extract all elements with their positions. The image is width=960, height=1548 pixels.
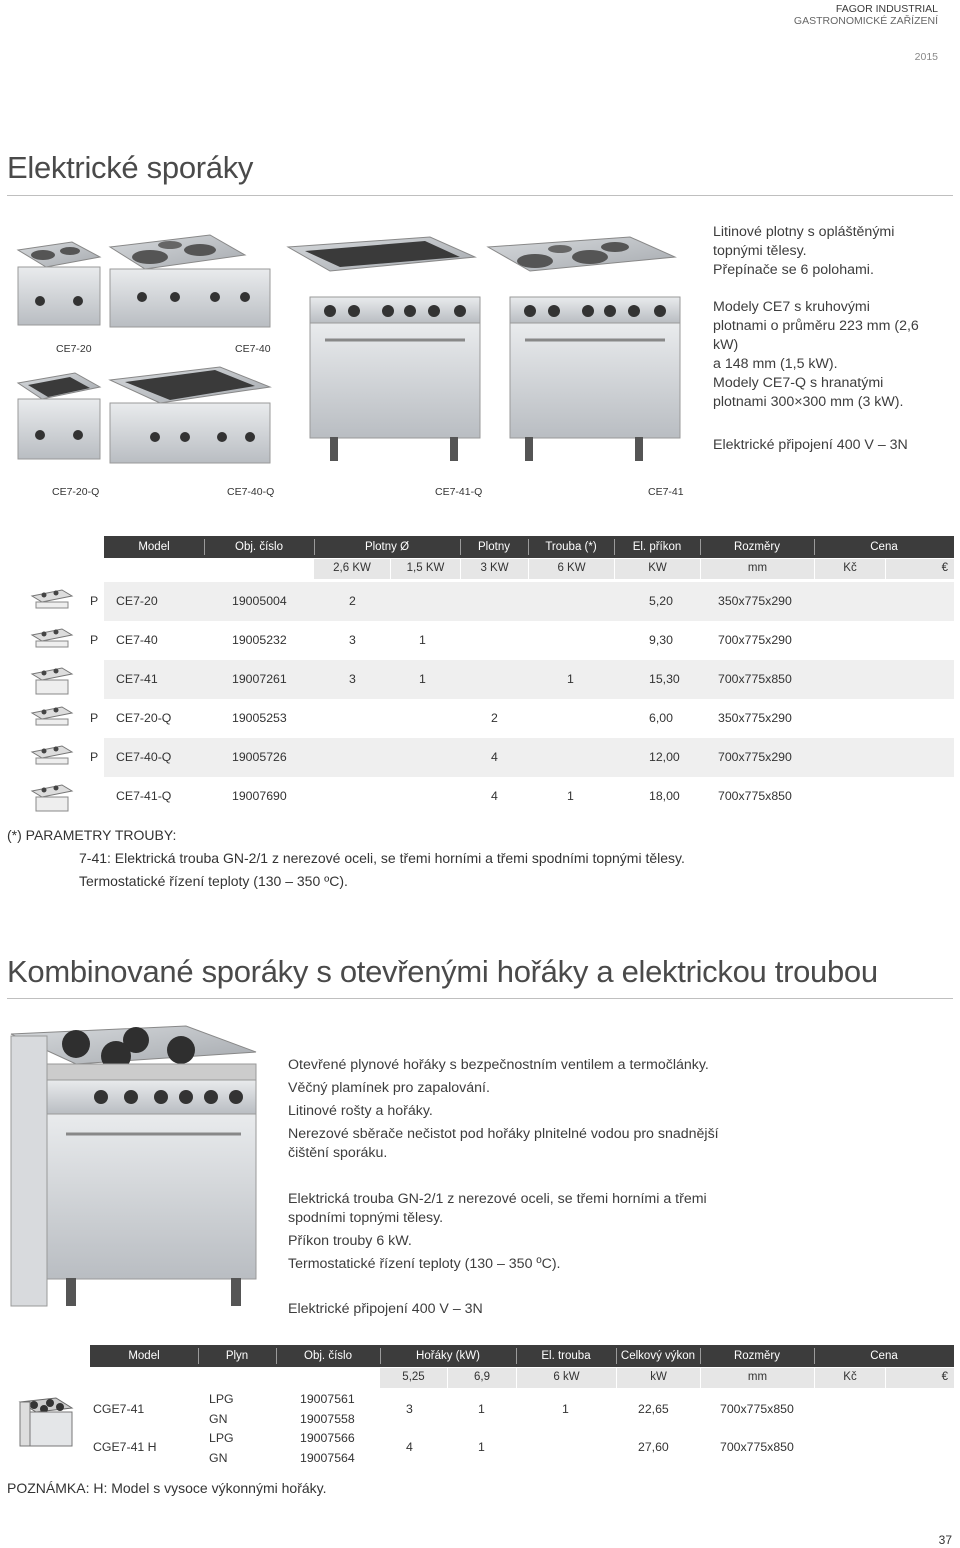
label-ce7-41: CE7-41 — [648, 486, 684, 498]
cell-burner-525: 3 — [406, 1402, 413, 1416]
th-plates: Plotny — [478, 541, 510, 553]
ce7-40-picture — [110, 235, 270, 327]
table-row — [90, 1390, 954, 1430]
label-ce7-41-q: CE7-41-Q — [435, 486, 483, 498]
label-ce7-20: CE7-20 — [56, 343, 92, 355]
brand-name: FAGOR INDUSTRIAL — [835, 3, 938, 15]
cell-plate-3: 4 — [491, 789, 498, 803]
cell-power: 18,00 — [649, 789, 680, 803]
cell-gas: GN — [209, 1451, 228, 1465]
cell-gas: LPG — [209, 1431, 234, 1445]
cell-code: 19005253 — [232, 711, 287, 725]
th-price: Cena — [870, 1350, 898, 1362]
combined-description-1 — [288, 1056, 768, 1163]
cell-model: CE7-41 — [116, 672, 158, 686]
sub-kw: kW — [650, 1371, 667, 1383]
oven-params-line2: Termostatické řízení teploty (130 – 350 ºC). — [79, 873, 348, 889]
sub-eur: € — [941, 562, 948, 574]
desc-line: Nerezové sběrače nečistot pod hořáky plnitelné vodou pro snadnější — [288, 1126, 719, 1142]
cell-dimensions: 700x775x850 — [720, 1440, 794, 1454]
cell-code: 19007558 — [300, 1412, 355, 1426]
page-number: 37 — [938, 1533, 952, 1547]
desc-line: Elektrická trouba GN-2/1 z nerezové oceli, se třemi horními a třemi — [288, 1191, 707, 1207]
ce7-20-q-picture — [18, 373, 100, 459]
product-thumbnail — [28, 664, 76, 696]
cell-oven: 1 — [562, 1402, 569, 1416]
cell-gas: LPG — [209, 1392, 234, 1406]
th-price: Cena — [870, 541, 898, 553]
brand-subtitle: GASTRONOMICKÉ ZAŘÍZENÍ — [793, 15, 938, 27]
desc-line: spodními topnými tělesy. — [288, 1210, 444, 1226]
table-row — [104, 699, 954, 738]
electric-cookers-image — [10, 205, 690, 480]
label-ce7-20-q: CE7-20-Q — [52, 486, 100, 498]
sub-czk: Kč — [843, 1371, 857, 1383]
sub-mm: mm — [747, 1371, 768, 1383]
desc-line: Termostatické řízení teploty (130 – 350 ºC). — [288, 1256, 561, 1272]
label-ce7-40-q: CE7-40-Q — [227, 486, 275, 498]
cell-burner-69: 1 — [478, 1440, 485, 1454]
sub-15kw: 1,5 KW — [406, 562, 445, 574]
desc-line: kW) — [713, 337, 739, 353]
th-dimensions: Rozměry — [733, 541, 780, 553]
desc-line: Litinové rošty a hořáky. — [288, 1103, 433, 1119]
cge7-41-thumbnail — [16, 1396, 76, 1450]
oven-params-heading: (*) PARAMETRY TROUBY: — [7, 827, 177, 843]
ce7-41-picture — [488, 237, 680, 461]
section-rule — [7, 195, 953, 196]
th-model: Model — [138, 541, 170, 553]
desc-line: a 148 mm (1,5 kW). — [713, 356, 838, 372]
cell-gas: GN — [209, 1412, 228, 1426]
table-row — [104, 738, 954, 777]
desc-line: Příkon trouby 6 kW. — [288, 1233, 412, 1249]
desc-line: Věčný plamínek pro zapalování. — [288, 1080, 490, 1096]
cell-code: 19007261 — [232, 672, 287, 686]
desc-line: Otevřené plynové hořáky s bezpečnostním ventilem a termočlánky. — [288, 1057, 709, 1073]
ce7-40-q-picture — [110, 367, 270, 463]
table-row — [104, 777, 954, 816]
sub-mm: mm — [747, 562, 768, 574]
cell-burner-69: 1 — [478, 1402, 485, 1416]
combined-description-2 — [288, 1190, 768, 1274]
cell-dimensions: 700x775x290 — [718, 633, 792, 647]
cell-model: CE7-20-Q — [116, 711, 172, 725]
product-thumbnail — [28, 703, 76, 735]
cell-dimensions: 700x775x850 — [720, 1402, 794, 1416]
product-thumbnail — [28, 781, 76, 813]
desc-line: Elektrické připojení 400 V – 3N — [713, 437, 908, 453]
cell-dimensions: 700x775x290 — [718, 750, 792, 764]
table-row — [104, 660, 954, 699]
cell-power: 12,00 — [649, 750, 680, 764]
cell-model: CE7-20 — [116, 594, 158, 608]
sub-czk: Kč — [843, 562, 857, 574]
ce7-41-q-picture — [288, 237, 480, 461]
cell-dimensions: 350x775x290 — [718, 594, 792, 608]
desc-line: Modely CE7 s kruhovými — [713, 299, 870, 315]
year-label: 2015 — [914, 51, 938, 63]
oven-params-line1: 7-41: Elektrická trouba GN-2/1 z nerezové oceli, se třemi horními a třemi spodními topnými tělesy. — [79, 850, 685, 866]
cell-model: CGE7-41 — [93, 1402, 145, 1416]
th-power: El. příkon — [632, 541, 682, 553]
cell-oven: 1 — [567, 789, 574, 803]
combined-connection: Elektrické připojení 400 V – 3N — [288, 1301, 483, 1317]
section-rule — [7, 998, 953, 999]
cell-dimensions: 700x775x850 — [718, 672, 792, 686]
cell-plate-3: 2 — [491, 711, 498, 725]
sub-3kw: 3 KW — [480, 562, 509, 574]
cell-code: 19007564 — [300, 1451, 355, 1465]
section-title-electric: Elektrické sporáky — [7, 150, 254, 185]
table-row — [90, 1430, 954, 1470]
row-tag: P — [90, 633, 99, 647]
row-tag: P — [90, 594, 99, 608]
table2-header — [90, 1345, 954, 1367]
cell-power: 9,30 — [649, 633, 673, 647]
cell-code: 19005004 — [232, 594, 287, 608]
th-el-oven: El. trouba — [541, 1350, 591, 1362]
cell-oven: 1 — [567, 672, 574, 686]
table1-subheader — [104, 559, 954, 579]
cell-power: 15,30 — [649, 672, 680, 686]
sub-eur: € — [941, 1371, 948, 1383]
table2-subheader — [90, 1368, 954, 1388]
sub-69: 6,9 — [474, 1371, 490, 1383]
label-ce7-40: CE7-40 — [235, 343, 271, 355]
cell-model: CE7-40 — [116, 633, 158, 647]
cell-code: 19007566 — [300, 1431, 355, 1445]
sub-6kw: 6 kW — [553, 1371, 580, 1383]
desc-line: topnými tělesy. — [713, 243, 807, 259]
cell-model: CE7-41-Q — [116, 789, 172, 803]
cell-plate-26: 3 — [349, 633, 356, 647]
th-code: Obj. číslo — [235, 541, 283, 553]
table1-header — [104, 536, 954, 558]
cell-plate-15: 1 — [419, 633, 426, 647]
desc-line: Modely CE7-Q s hranatými — [713, 375, 884, 391]
th-model: Model — [128, 1350, 160, 1362]
section-title-combined: Kombinované sporáky s otevřenými hořáky a elektrickou troubou — [7, 954, 878, 989]
desc-line: Přepínače se 6 polohami. — [713, 262, 874, 278]
cell-code: 19007690 — [232, 789, 287, 803]
cell-code: 19005726 — [232, 750, 287, 764]
desc-line: plotnami o průměru 223 mm (2,6 — [713, 318, 919, 334]
th-oven: Trouba (*) — [545, 541, 597, 553]
sub-525: 5,25 — [402, 1371, 425, 1383]
desc-line: Litinové plotny s opláštěnými — [713, 224, 895, 240]
model-note: POZNÁMKA: H: Model s vysoce výkonnými hořáky. — [7, 1480, 327, 1496]
cell-code: 19005232 — [232, 633, 287, 647]
th-plates-diameter: Plotny Ø — [364, 541, 410, 553]
th-total-power: Celkový výkon — [620, 1350, 696, 1362]
electric-description — [713, 223, 953, 455]
th-burners: Hořáky (kW) — [416, 1350, 480, 1362]
cell-dimensions: 700x775x850 — [718, 789, 792, 803]
sub-26kw: 2,6 KW — [333, 562, 371, 574]
desc-line: čištění sporáku. — [288, 1145, 388, 1161]
ce7-20-picture — [18, 242, 100, 325]
cell-total: 22,65 — [638, 1402, 669, 1416]
sub-kw: KW — [648, 562, 667, 574]
th-dimensions: Rozměry — [733, 1350, 780, 1362]
cell-power: 6,00 — [649, 711, 673, 725]
desc-line: plotnami 300×300 mm (3 kW). — [713, 394, 904, 410]
cell-plate-3: 4 — [491, 750, 498, 764]
cell-plate-26: 2 — [349, 594, 356, 608]
cell-dimensions: 350x775x290 — [718, 711, 792, 725]
cell-code: 19007561 — [300, 1392, 355, 1406]
th-gas: Plyn — [225, 1350, 249, 1362]
cell-plate-15: 1 — [419, 672, 426, 686]
cell-power: 5,20 — [649, 594, 673, 608]
combined-cooker-image — [6, 1022, 266, 1312]
table-row — [104, 582, 954, 621]
cell-model: CE7-40-Q — [116, 750, 172, 764]
row-tag: P — [90, 750, 99, 764]
sub-6kw: 6 KW — [557, 562, 586, 574]
th-code: Obj. číslo — [304, 1350, 352, 1362]
table-row — [104, 621, 954, 660]
cell-total: 27,60 — [638, 1440, 669, 1454]
product-thumbnail — [28, 586, 76, 618]
product-thumbnail — [28, 742, 76, 774]
cell-model: CGE7-41 H — [93, 1440, 157, 1454]
cell-plate-26: 3 — [349, 672, 356, 686]
row-tag: P — [90, 711, 99, 725]
product-thumbnail — [28, 625, 76, 657]
cell-burner-525: 4 — [406, 1440, 413, 1454]
